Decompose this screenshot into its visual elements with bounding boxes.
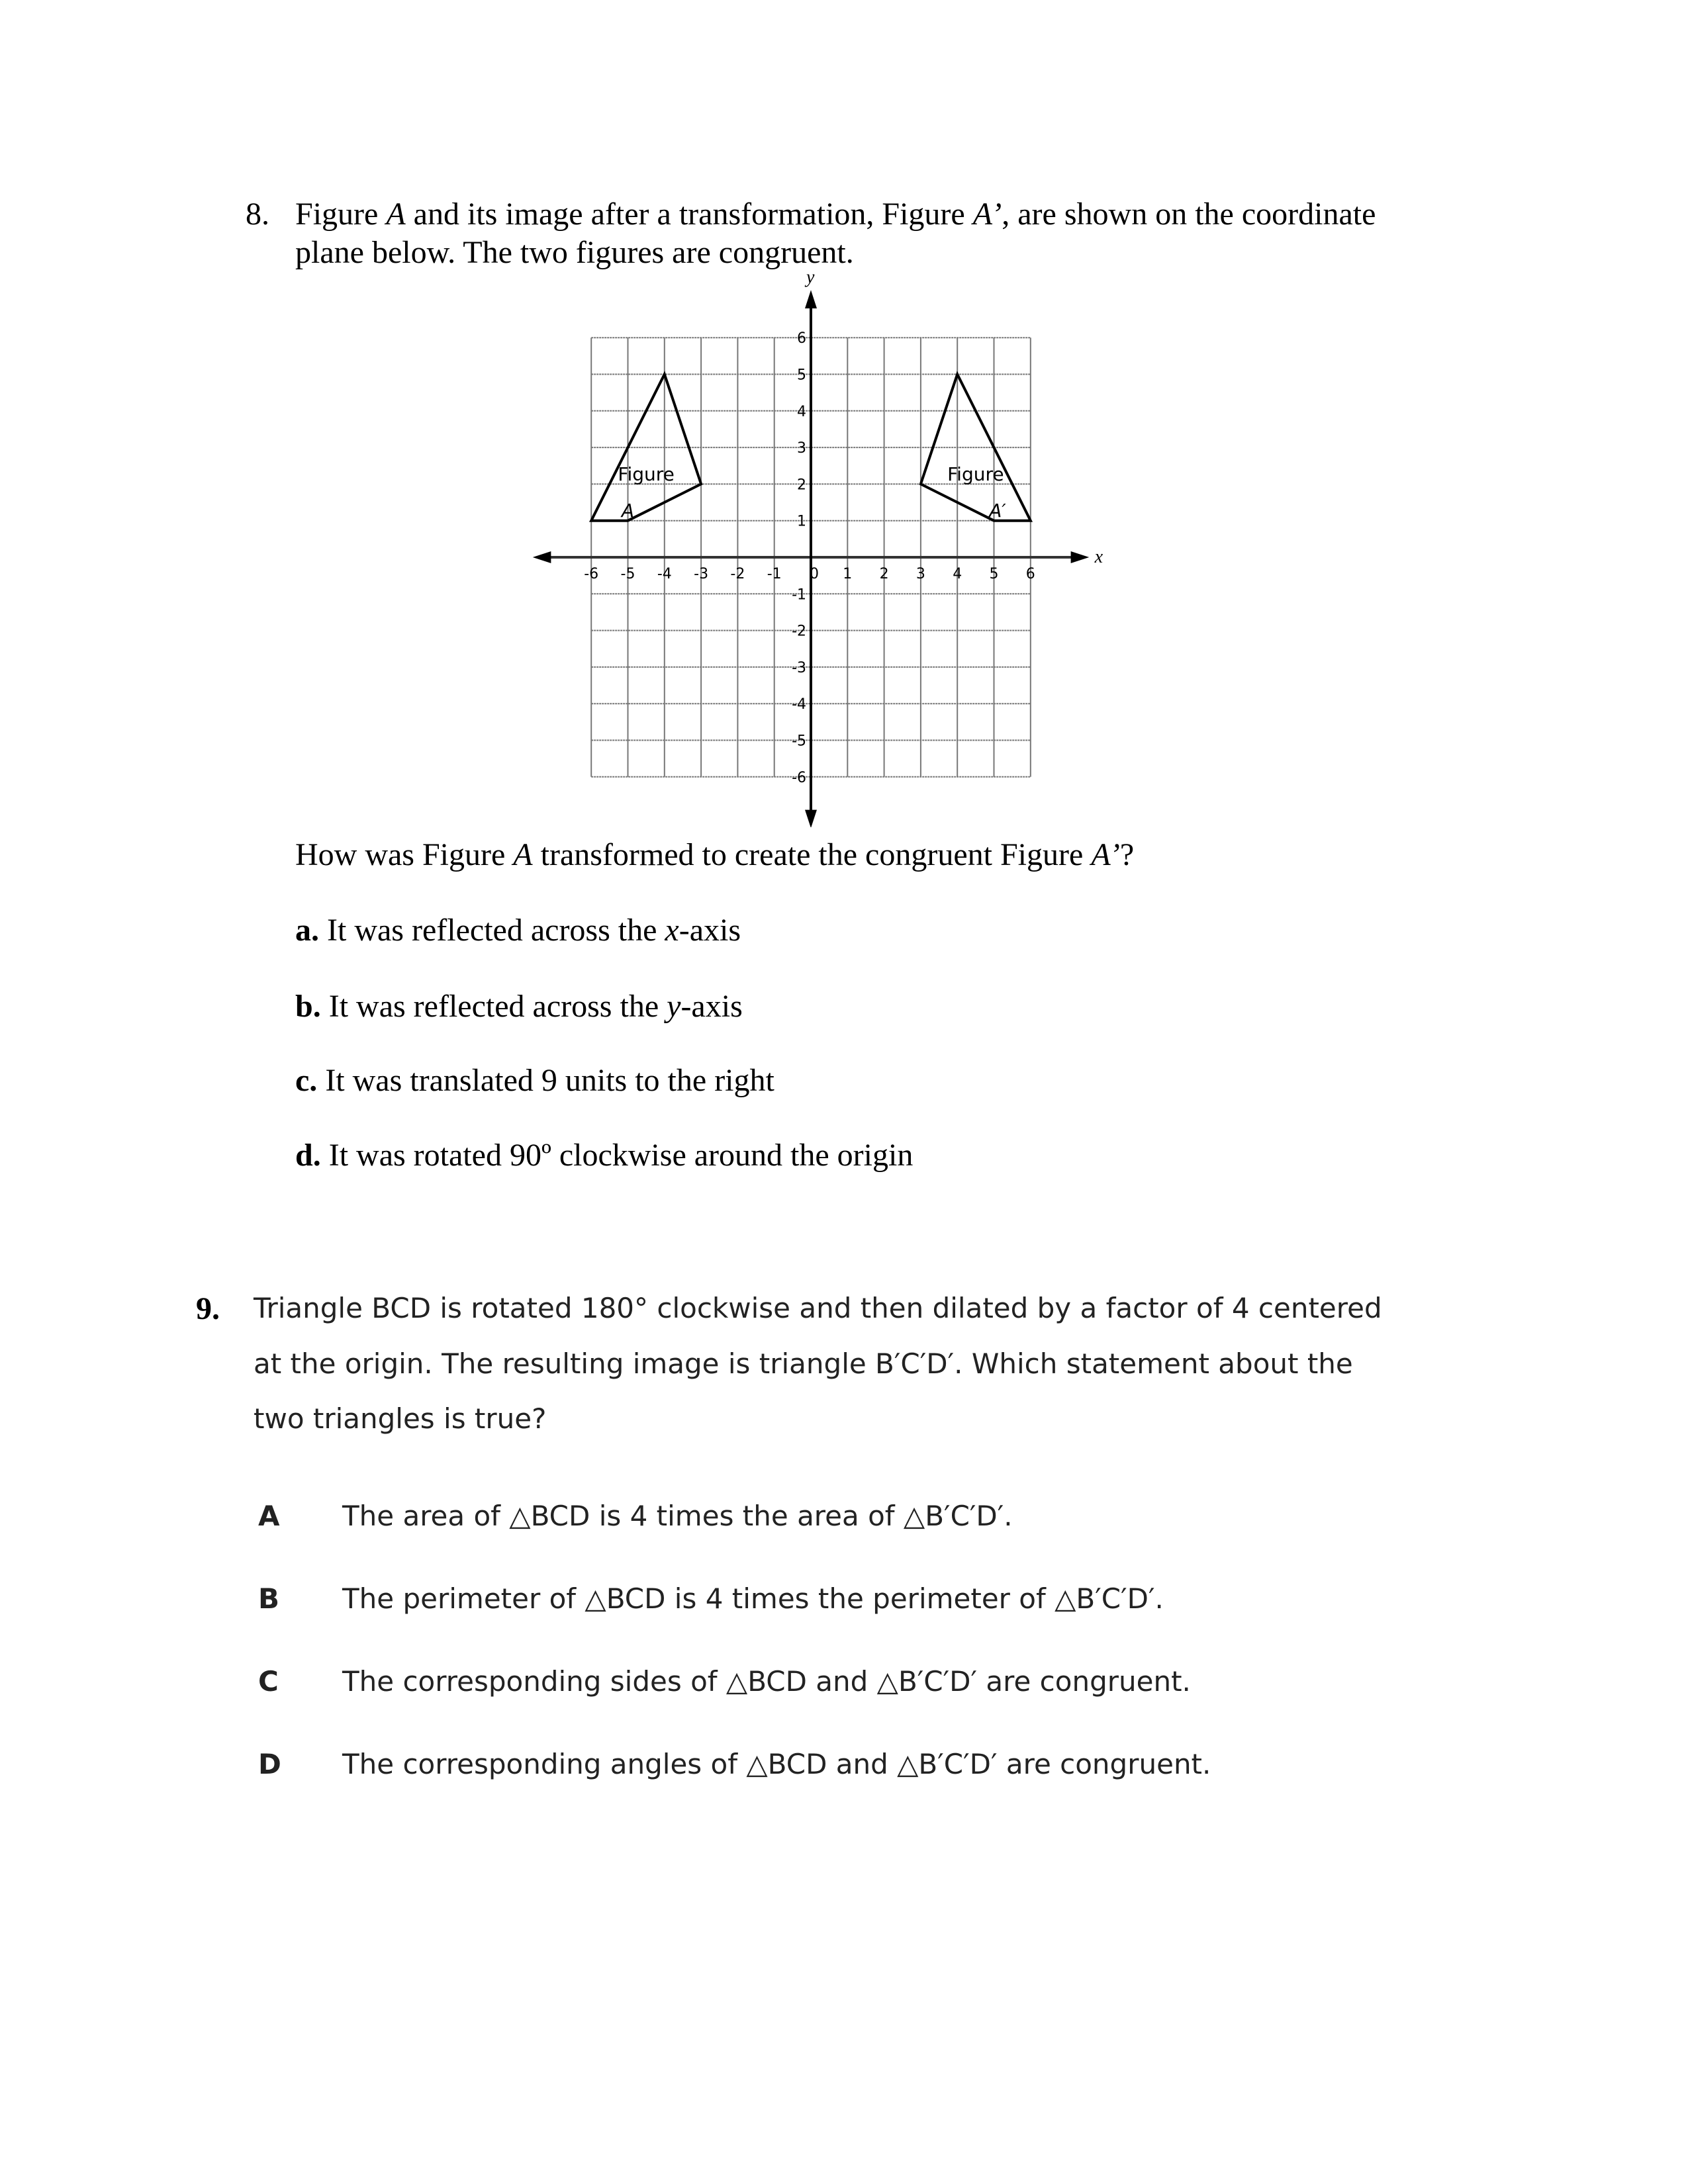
y-axis-arrow-up [805,290,817,308]
figure-name: A’ [1091,837,1120,872]
y-tick-label: -4 [792,696,806,713]
option-D[interactable] [258,1748,1211,1780]
question-8-line-1 [295,196,1376,232]
option-letter: a. [295,913,319,948]
option-text: It was translated 9 units to the right [325,1063,774,1098]
question-8-prompt [295,837,1134,873]
option-letter: A [258,1500,280,1532]
x-tick-label: 4 [953,566,962,582]
x-tick-label: -4 [657,566,672,582]
option-text: -axis [680,989,743,1024]
y-tick-label: -1 [792,586,806,604]
question-8-line-2: plane below. The two figures are congruent. [295,235,854,270]
text: , are shown on the coordinate [1002,197,1376,232]
variable: x [665,913,679,948]
figure-label: Figure [618,463,675,485]
option-C[interactable] [258,1665,1191,1698]
x-tick-label: -1 [767,566,782,582]
x-axis-arrow-left [533,551,551,563]
option-text: The corresponding angles of △BCD and △B′C′D′ are congruent. [342,1748,1211,1780]
text: transformed to create the congruent Figure [532,837,1092,872]
x-tick-label: -6 [584,566,599,582]
coordinate-plane [523,265,1105,827]
option-letter: C [258,1665,279,1698]
question-number: 9. [196,1291,220,1326]
x-tick-label: 0 [810,566,819,582]
x-tick-label: 5 [989,566,999,582]
question-9-line-3: two triangles is true? [254,1402,547,1435]
y-axis-arrow-down [805,810,817,827]
option-letter: D [258,1748,281,1780]
option-letter: B [258,1582,280,1615]
option-text: The corresponding sides of △BCD and △B′C′D′ are congruent. [342,1665,1191,1698]
x-tick-label: 1 [843,566,853,582]
x-tick-label: 2 [879,566,889,582]
text: Figure [295,197,387,232]
figure-label-letter: A′ [989,500,1006,522]
option-text: -axis [679,913,741,948]
question-9-line-1: Triangle BCD is rotated 180° clockwise and then dilated by a factor of 4 centered [254,1292,1382,1324]
y-tick-label: 4 [797,403,806,420]
y-tick-label: 2 [797,477,806,494]
question-9-line-2: at the origin. The resulting image is triangle B′C′D′. Which statement about the [254,1347,1353,1380]
option-a[interactable] [295,912,741,948]
text: and its image after a transformation, Figure [405,197,973,232]
y-tick-label: 5 [797,367,806,384]
option-B[interactable] [258,1582,1164,1615]
variable: y [667,989,681,1024]
figure-label-letter: A [621,500,635,522]
x-tick-label: -2 [730,566,745,582]
text: ? [1119,837,1135,872]
x-tick-label: 6 [1025,566,1035,582]
x-axis-label: x [1094,547,1103,567]
option-c[interactable] [295,1062,774,1099]
option-text: It was reflected across the [327,913,665,948]
text: How was Figure [295,837,514,872]
y-tick-label: -3 [792,659,806,676]
option-A[interactable] [258,1500,1013,1532]
y-tick-label: -2 [792,623,806,640]
x-tick-label: -3 [694,566,709,582]
option-d[interactable] [295,1137,913,1173]
x-tick-label: 3 [915,566,925,582]
figure-label: Figure [947,463,1004,485]
option-letter: b. [295,989,321,1024]
x-axis-arrow-right [1071,551,1090,563]
y-tick-label: 6 [797,330,806,347]
figure-name: A [513,837,533,872]
y-tick-label: 1 [797,513,806,530]
option-text: The perimeter of △BCD is 4 times the perimeter of △B′C′D′. [342,1582,1164,1615]
y-axis-label: y [806,267,815,288]
option-b[interactable] [295,988,743,1024]
y-tick-label: -6 [792,769,806,786]
figure-name: A [386,197,406,232]
question-number: 8. [246,197,269,232]
option-letter: c. [295,1063,318,1098]
y-tick-label: -5 [792,733,806,750]
option-text: It was reflected across the [328,989,667,1024]
y-tick-label: 3 [797,440,806,457]
x-tick-label: -5 [620,566,635,582]
figure-name: A’ [972,197,1002,232]
option-text: It was rotated 90º clockwise around the origin [328,1138,914,1173]
option-letter: d. [295,1138,321,1173]
option-text: The area of △BCD is 4 times the area of △B′C′D′. [342,1500,1013,1532]
